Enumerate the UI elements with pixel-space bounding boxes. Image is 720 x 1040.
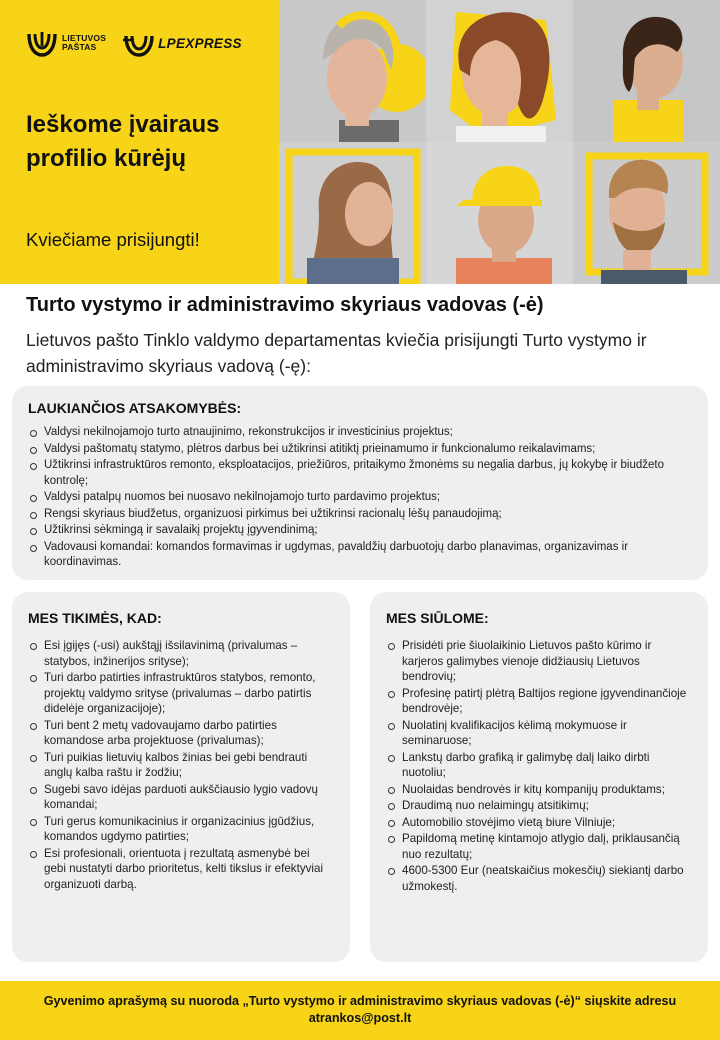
hero-photo-grid [279, 0, 720, 284]
hero-invite: Kviečiame prisijungti! [26, 229, 200, 250]
offers-list [386, 638, 692, 894]
lpexpress-logo [122, 28, 242, 58]
job-intro: Lietuvos pašto Tinklo valdymo departamentas kviečia prisijungti Turto vystymo ir administravimo skyriaus vadovą (-ę): [26, 330, 647, 376]
logo-lp-line1: LIETUVOS [62, 33, 107, 43]
footer-email-link[interactable]: atrankos@post.lt [308, 1011, 412, 1025]
offers-box [370, 592, 708, 962]
list-item: Sugebi savo idėjas parduoti aukščiausio lygio vadovų komandai; [28, 782, 334, 813]
list-item: Užtikrinsi infrastruktūros remonto, eksploatacijos, priežiūros, pritaikymo žmonėms su negalia darbus, jų kokybę ir biudžeto kontrolę; [28, 458, 692, 489]
logo-lp-line2: PAŠTAS [62, 42, 97, 52]
responsibilities-box [12, 386, 708, 580]
list-item: Turi darbo patirties infrastruktūros statybos, remonto, projektų valdymo srityse (privalumas – darbo patirtis didelėje organizacijoje); [28, 670, 334, 717]
list-item: Profesinę patirtį plėtrą Baltijos regione įgyvendinančioje bendrovėje; [386, 686, 692, 717]
photo-woman-short-hair [573, 0, 720, 142]
lietuvos-pastas-logo [26, 28, 106, 58]
list-item: Prisidėti prie šiuolaikinio Lietuvos pašto kūrimo ir karjeros galimybes vienoje didžiausių Lietuvos bendrovių; [386, 638, 692, 685]
list-item: Esi įgijęs (-usi) aukštąjį išsilavinimą (privalumas – statybos, inžinerijos srityse); [28, 638, 334, 669]
logo-express-text: LPEXPRESS [158, 35, 242, 51]
list-item: Nuolatinį kvalifikacijos kėlimą mokymuose ir seminaruose; [386, 718, 692, 749]
list-item: Lankstų darbo grafiką ir galimybę dalį laiko dirbti nuotoliu; [386, 750, 692, 781]
list-item: Automobilio stovėjimo vietą biure Vilniuje; [386, 815, 692, 831]
job-title: Turto vystymo ir administravimo skyriaus vadovas (-ė) [26, 294, 544, 316]
photo-woman-curly [426, 0, 573, 142]
photo-man-yellow-cap [426, 142, 573, 284]
photo-woman-long-hair [279, 142, 426, 284]
expectations-heading: MES TIKIMĖS, KAD: [28, 610, 162, 626]
lpexpress-logo-icon [122, 28, 154, 58]
list-item: Vadovausi komandai: komandos formavimas ir ugdymas, pavaldžių darbuotojų darbo planavimas, organizavimas ir koordinavimas. [28, 540, 692, 571]
list-item: Valdysi patalpų nuomos bei nuosavo nekilnojamojo turto pardavimo projektus; [28, 490, 692, 506]
responsibilities-list [28, 425, 692, 571]
hero-headline: Ieškome įvairaus profilio kūrėjų [26, 111, 220, 172]
list-item: Esi profesionali, orientuota į rezultatą asmenybė bei gebi nustatyti darbo prioritetus, kelti tikslus ir efektyviai organizuoti darbą. [28, 846, 334, 893]
logos [26, 28, 242, 58]
list-item: Papildomą metinę kintamojo atlygio dalį, priklausančią nuo rezultatų; [386, 831, 692, 862]
offers-heading: MES SIŪLOME: [386, 610, 489, 626]
hero-text-panel [0, 0, 279, 284]
list-item: Turi puikias lietuvių kalbos žinias bei gebi bendrauti anglų kalba raštu ir žodžiu; [28, 750, 334, 781]
list-item: Valdysi paštomatų statymo, plėtros darbus bei užtikrinsi atitiktį prieinamumo ir funkcionalumo reikalavimams; [28, 442, 692, 458]
expectations-list [28, 638, 334, 892]
expectations-box [12, 592, 350, 962]
list-item: Nuolaidas bendrovės ir kitų kompanijų produktams; [386, 782, 692, 798]
footer-banner [0, 981, 720, 1040]
list-item: Turi gerus komunikacinius ir organizacinius įgūdžius, komandos ugdymo patirties; [28, 814, 334, 845]
photo-man-beard [573, 142, 720, 284]
footer-instructions: Gyvenimo aprašymą su nuoroda „Turto vystymo ir administravimo skyriaus vadovas (-ė)“ siųskite adresu [43, 994, 677, 1008]
list-item: Turi bent 2 metų vadovaujamo darbo patirties komandose arba projektuose (privalumas); [28, 718, 334, 749]
hero-banner [0, 0, 720, 284]
lietuvos-pastas-logo-icon [26, 28, 58, 58]
list-item: Draudimą nuo nelaimingų atsitikimų; [386, 798, 692, 814]
list-item: 4600-5300 Eur (neatskaičius mokesčių) siekiantį darbo užmokestį. [386, 863, 692, 894]
list-item: Užtikrinsi sėkmingą ir savalaikį projektų įgyvendinimą; [28, 523, 692, 539]
responsibilities-heading: LAUKIANČIOS ATSAKOMYBĖS: [28, 400, 242, 416]
list-item: Rengsi skyriaus biudžetus, organizuosi pirkimus bei užtikrinsi racionalų lėšų panaudojimą; [28, 507, 692, 523]
list-item: Valdysi nekilnojamojo turto atnaujinimo, rekonstrukcijos ir investicinius projektus; [28, 425, 692, 441]
photo-woman-headphones [279, 0, 426, 142]
